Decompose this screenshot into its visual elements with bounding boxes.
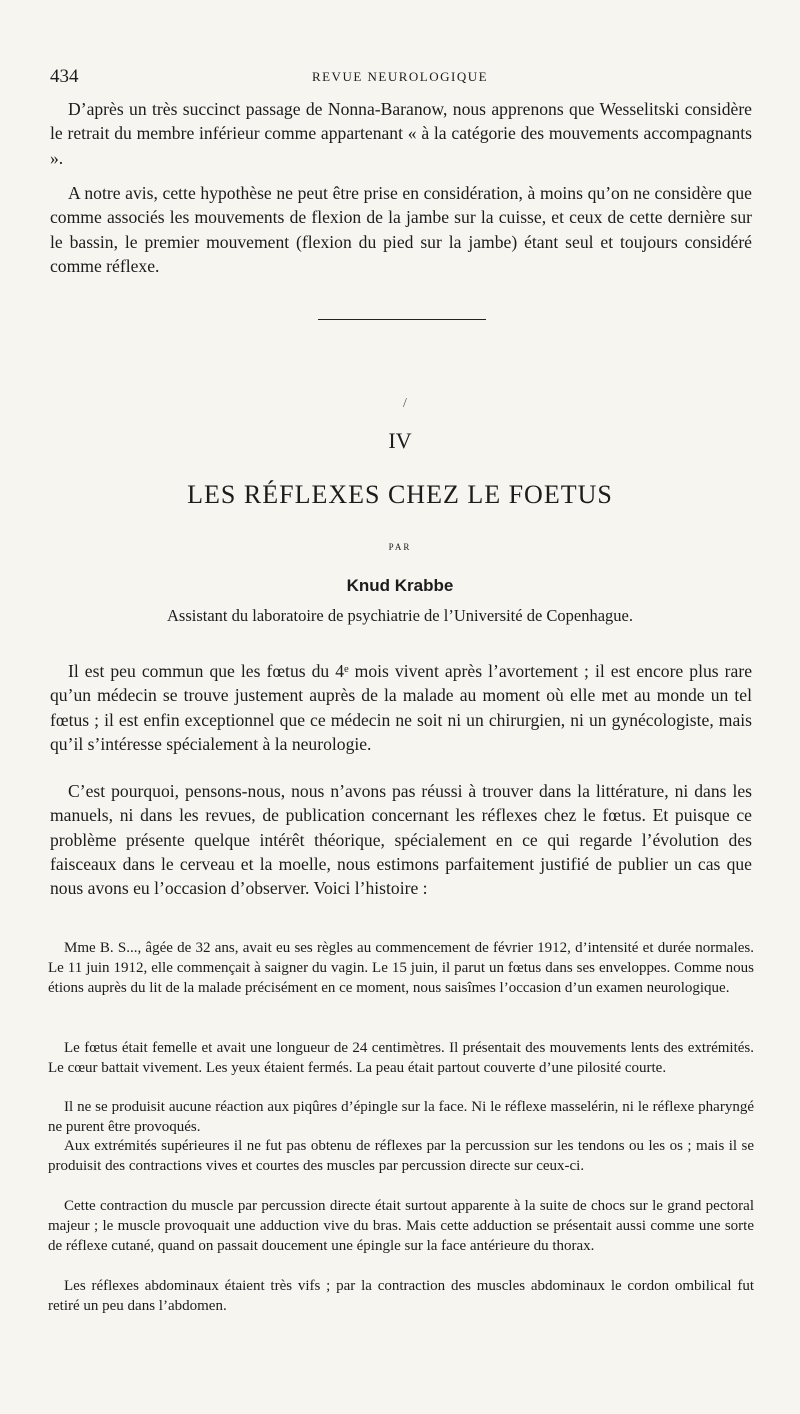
intro-paragraph-1: D’après un très succinct passage de Nonna-Baranow, nous apprenons que Wesselitski considère le retrait du membre inférieur comme appartenant « à la catégorie des mouvements accompagnants ». [50,99,752,168]
case-paragraph-1: Mme B. S..., âgée de 32 ans, avait eu ses règles au commencement de février 1912, d’intensité et durée normales. Le 11 juin 1912, elle commençait à saigner du vagin. Le 15 juin, il parut un fœtus dans ses enveloppes. Comme nous étions auprès du lit de la malade précisément en ce moment, nous saisîmes l’occasion d’un examen neurologique. [48,940,754,997]
section-divider [318,319,486,320]
author-name: Knud Krabbe [346,576,454,595]
author-affiliation: Assistant du laboratoire de psychiatrie de l’Université de Copenhague. [167,606,633,625]
page-number: 434 [50,66,79,87]
case-paragraph-4: Aux extrémités supérieures il ne fut pas obtenu de réflexes par la percussion sur les tendons ou les os ; mais il se produisit des contractions vives et courtes des muscles par percussion directe sur ceux-ci. [48,1138,754,1175]
byline-par: PAR [388,542,412,552]
case-paragraph-3: Il ne se produisit aucune réaction aux piqûres d’épingle sur la face. Ni le réflexe masselérin, ni le réflexe pharyngé ne purent être provoqués. [48,1099,754,1136]
margin-mark: / [403,396,407,411]
case-paragraph-6: Les réflexes abdominaux étaient très vifs ; par la contraction des muscles abdominaux le cordon ombilical fut retiré un peu dans l’abdomen. [48,1278,754,1315]
running-title: REVUE NEUROLOGIQUE [311,69,489,84]
page-header [50,66,750,88]
body-paragraph-1: Il est peu commun que les fœtus du 4ᵉ mois vivent après l’avortement ; il est encore plus rare qu’un médecin se trouve justement auprès de la malade au moment où elle met au monde un tel fœtus ; il est enfin exceptionnel que ce médecin ne soit ni un chirurgien, ni un gynécologiste, mais qu’il s’intéresse spécialement à la neurologie. [50,661,752,754]
case-paragraph-2: Le fœtus était femelle et avait une longueur de 24 centimètres. Il présentait des mouvements lents des extrémités. Le cœur battait vivement. Les yeux étaient fermés. La peau était partout couverte d’une pilosité courte. [48,1040,754,1077]
intro-paragraph-2: A notre avis, cette hypothèse ne peut être prise en considération, à moins qu’on ne considère que comme associés les mouvements de flexion de la jambe sur la cuisse, et ceux de cette dernière sur le bassin, le premier mouvement (flexion du pied sur la jambe) étant seul et toujours considéré comme réflexe. [50,183,752,276]
section-number: IV [388,428,412,453]
article-title: LES RÉFLEXES CHEZ LE FOETUS [187,480,613,509]
case-paragraph-5: Cette contraction du muscle par percussion directe était surtout apparente à la suite de chocs sur le grand pectoral majeur ; le muscle provoquait une adduction vive du bras. Mais cette adduction se présentait aussi comme une sorte de réflexe cutané, quand on passait doucement une épingle sur la face antérieure du thorax. [48,1198,754,1255]
body-paragraph-2: C’est pourquoi, pensons-nous, nous n’avons pas réussi à trouver dans la littérature, ni dans les manuels, ni dans les revues, de publication concernant les réflexes chez le fœtus. Et puisque ce problème présente quelque intérêt théorique, spécialement en ce qui regarde l’évolution des faisceaux dans le cerveau et la moelle, nous estimons parfaitement justifié de publier un cas que nous avons eu l’occasion d’observer. Voici l’histoire : [50,781,752,899]
